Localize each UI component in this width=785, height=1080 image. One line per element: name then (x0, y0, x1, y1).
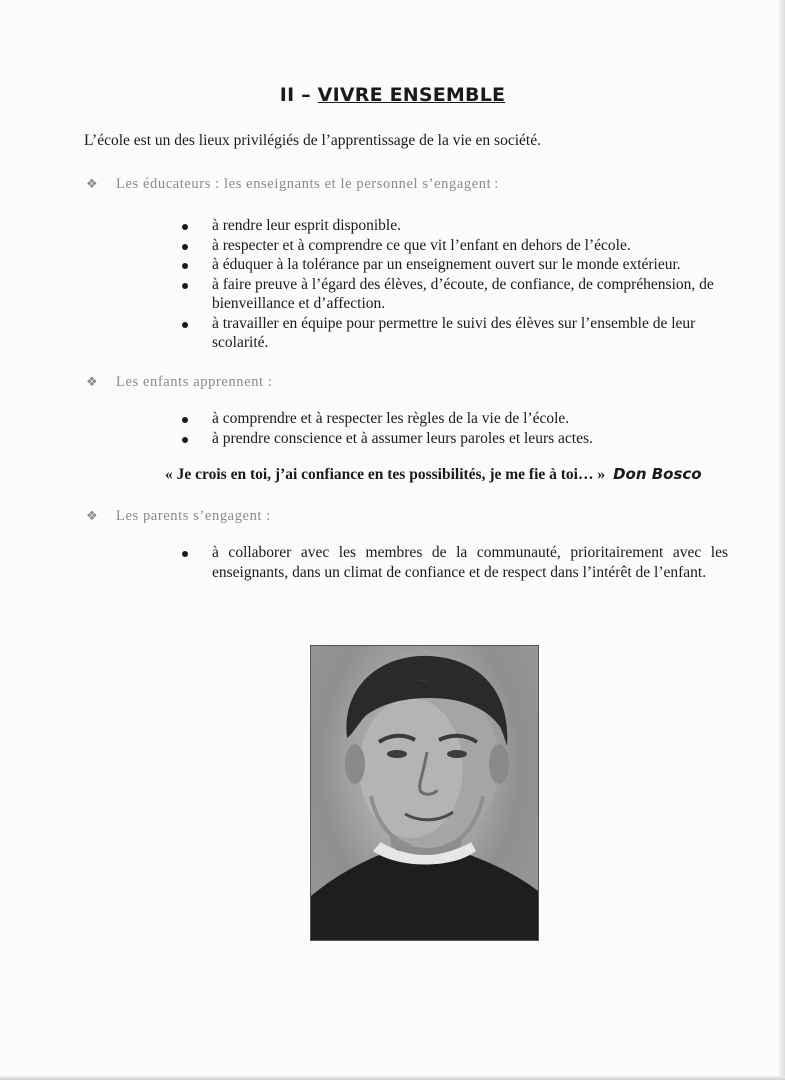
list-item: à faire preuve à l’égard des élèves, d’écoute, de confiance, de compréhension, de bienveillance et d’affection. (178, 275, 730, 314)
list-item: à éduquer à la tolérance par un enseignement ouvert sur le monde extérieur. (178, 255, 730, 275)
parents-list (178, 543, 728, 582)
section-heading-parents (86, 508, 271, 525)
diamond-bullet-icon: ❖ (86, 375, 99, 390)
intro-paragraph: L’école est un des lieux privilégiés de l’apprentissage de la vie en société. (84, 132, 541, 149)
don-bosco-quote (165, 465, 702, 484)
section-heading-educateurs (86, 176, 499, 193)
don-bosco-portrait (310, 645, 539, 941)
section-heading-enfants (86, 374, 273, 391)
title-prefix: II – (279, 84, 318, 106)
quote-text: « Je crois en toi, j’ai confiance en tes possibilités, je me fie à toi… » (165, 466, 606, 483)
educateurs-list (178, 216, 730, 353)
enfants-list (178, 409, 730, 448)
diamond-bullet-icon: ❖ (86, 177, 99, 192)
page-bottom-edge (0, 1076, 785, 1080)
list-item: à rendre leur esprit disponible. (178, 216, 730, 236)
list-item: à travailler en équipe pour permettre le suivi des élèves sur l’ensemble de leur scolarité. (178, 314, 730, 353)
list-item: à comprendre et à respecter les règles de la vie de l’école. (178, 409, 730, 429)
diamond-bullet-icon: ❖ (86, 509, 99, 524)
title-main: VIVRE ENSEMBLE (317, 84, 506, 106)
list-item: à collaborer avec les membres de la communauté, prioritairement avec les enseignants, dans un climat de confiance et de respect dans l’intérêt de l’enfant. (178, 543, 728, 582)
portrait-illustration (311, 646, 538, 940)
list-item: à respecter et à comprendre ce que vit l’enfant en dehors de l’école. (178, 236, 730, 256)
quote-author: Don Bosco (613, 465, 702, 483)
section-heading-text: Les parents s’engagent : (116, 508, 271, 524)
list-item: à prendre conscience et à assumer leurs paroles et leurs actes. (178, 429, 730, 449)
section-heading-text: Les enfants apprennent : (116, 374, 273, 390)
page-title (0, 84, 785, 106)
page-edge-shadow (779, 0, 785, 1080)
section-heading-text: Les éducateurs : les enseignants et le personnel s’engagent (116, 176, 492, 192)
section-heading-colon: : (494, 176, 499, 192)
